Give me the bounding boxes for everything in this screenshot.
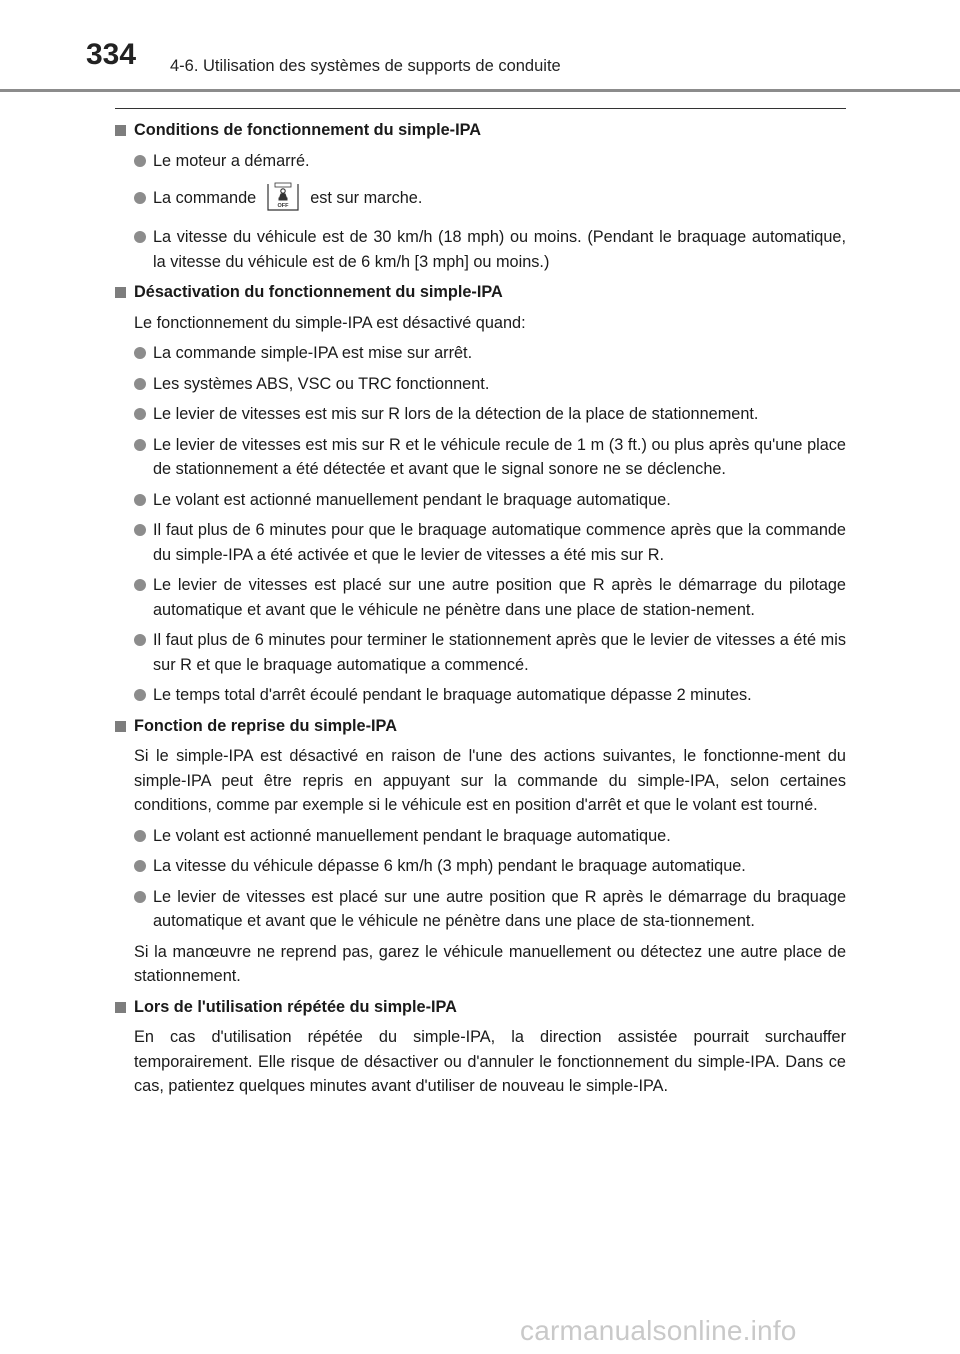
simple-ipa-switch-icon [266, 182, 300, 212]
section-heading [115, 280, 846, 305]
bullet-icon [134, 408, 146, 420]
paragraph: Si la manœuvre ne reprend pas, garez le véhicule manuellement ou détectez une autre place de stationnement. [134, 942, 846, 985]
bullet-icon [134, 579, 146, 591]
section-heading [115, 118, 846, 143]
bullet-icon [134, 524, 146, 536]
bullet-icon [134, 830, 146, 842]
header-rule [0, 89, 960, 92]
list-item: Le moteur a démarré. [115, 149, 846, 174]
paragraph: En cas d'utilisation répétée du simple-IPA, la direction assistée pourrait surchauffer temporairement. Elle risque de désactiver ou d'annuler le fonctionnement du simple-IPA. Dans ce cas, patientez quelques minutes avant d'utiliser de nouveau le simple-IPA. [134, 1028, 846, 1095]
list-item: La vitesse du véhicule est de 30 km/h (18 mph) ou moins. (Pendant le braquage automatique, la vitesse du véhicule est de 6 km/h [3 mph] ou moins.) [115, 225, 846, 274]
bullet-icon [134, 634, 146, 646]
bullet-icon [134, 347, 146, 359]
page-number: 334 [86, 38, 137, 71]
list-item: Le temps total d'arrêt écoulé pendant le braquage automatique dépasse 2 minutes. [115, 683, 846, 708]
section-heading-text: Lors de l'utilisation répétée du simple-IPA [134, 997, 457, 1016]
content-top-rule [115, 108, 846, 109]
section-heading-text: Fonction de reprise du simple-IPA [134, 716, 397, 735]
svg-text:OFF: OFF [277, 202, 289, 209]
section-heading-text: Désactivation du fonctionnement du simple-IPA [134, 283, 503, 301]
bullet-icon [134, 231, 146, 243]
list-item: Le volant est actionné manuellement pendant le braquage automatique. [115, 488, 846, 513]
list-item: Le levier de vitesses est placé sur une autre position que R après le démarrage du pilotage automatique et avant que le véhicule ne pénètre dans une place de station-nement. [115, 573, 846, 622]
list-item: La commande simple-IPA est mise sur arrêt. [115, 341, 846, 366]
section-heading [115, 714, 846, 739]
list-item: Le volant est actionné manuellement pendant le braquage automatique. [115, 824, 846, 849]
section-square-icon [115, 287, 126, 298]
page-header [0, 0, 960, 92]
page-content [115, 118, 846, 1105]
bullet-icon [134, 155, 146, 167]
bullet-icon [134, 860, 146, 872]
bullet-icon [134, 689, 146, 701]
section-square-icon [115, 1002, 126, 1013]
list-item: Il faut plus de 6 minutes pour terminer le stationnement après que le levier de vitesses a été mis sur R et que le braquage automatique a commencé. [115, 628, 846, 677]
bullet-icon [134, 378, 146, 390]
list-item: Les systèmes ABS, VSC ou TRC fonctionnent. [115, 372, 846, 397]
section-square-icon [115, 125, 126, 136]
bullet-icon [134, 891, 146, 903]
list-item: Le levier de vitesses est mis sur R et le véhicule recule de 1 m (3 ft.) ou plus après qu'une place de stationnement a été détectée et avant que le signal sonore ne se déclenche. [115, 433, 846, 482]
section-heading-text: Conditions de fonctionnement du simple-IPA [134, 121, 482, 139]
section-heading [115, 995, 846, 1020]
paragraph: Si le simple-IPA est désactivé en raison de l'une des actions suivantes, le fonctionne-ment du simple-IPA peut être repris en appuyant sur la commande du simple-IPA, selon certaines conditions, comme par exemple si le véhicule est en position d'arrêt et que le volant est tourné. [134, 747, 846, 814]
chapter-title: 4-6. Utilisation des systèmes de supports de conduite [170, 57, 561, 75]
section-square-icon [115, 721, 126, 732]
bullet-icon [134, 494, 146, 506]
bullet-icon [134, 439, 146, 451]
list-item: Il faut plus de 6 minutes pour que le braquage automatique commence après que la commande du simple-IPA a été activée et que le levier de vitesses a été mis sur R. [115, 518, 846, 567]
watermark: carmanualsonline.info [520, 1315, 797, 1346]
list-item: La commande OFF est sur marche. [115, 183, 846, 213]
bullet-icon [134, 192, 146, 204]
list-item: Le levier de vitesses est mis sur R lors de la détection de la place de stationnement. [115, 402, 846, 427]
paragraph: Le fonctionnement du simple-IPA est désactivé quand: [134, 313, 526, 332]
list-item: La vitesse du véhicule dépasse 6 km/h (3 mph) pendant le braquage automatique. [115, 854, 846, 879]
list-item: Le levier de vitesses est placé sur une autre position que R après le démarrage du braquage automatique et avant que le véhicule ne pénètre dans une place de sta-tionnement. [115, 885, 846, 934]
